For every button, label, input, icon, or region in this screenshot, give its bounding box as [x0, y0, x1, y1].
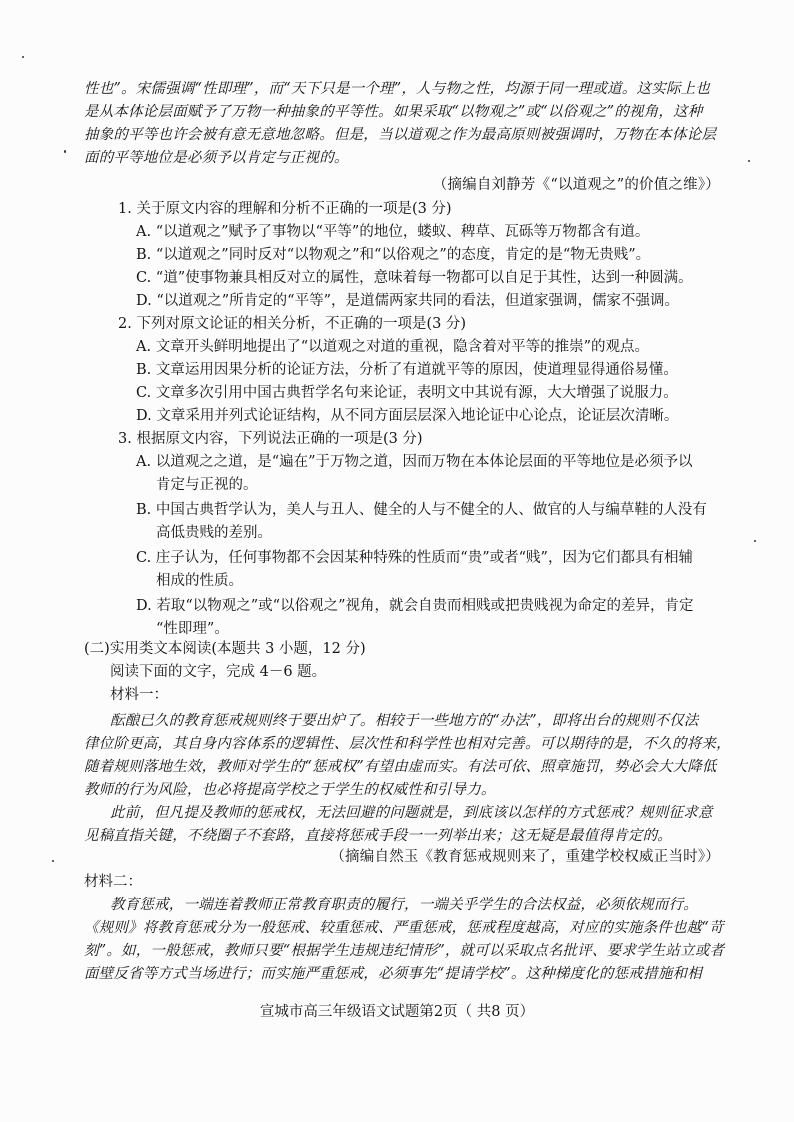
section-heading: (二)实用类文本阅读(本题共 3 小题，12 分): [84, 641, 366, 657]
material-2-label: 材料二：: [84, 874, 142, 890]
option-d-cont: “性即理”。: [156, 621, 229, 637]
option-b: B. 中国古典哲学认为，美人与丑人、健全的人与不健全的人、做官的人与编草鞋的人没有: [136, 502, 707, 518]
option-c: C. 庄子认为，任何事物都不会因某种特殊的性质而“贵”或者“贱”，因为它们都具有相辅: [136, 550, 693, 566]
question-2: [84, 313, 720, 428]
section-instruction: 阅读下面的文字，完成 4－6 题。: [110, 664, 327, 680]
material-line: 此前，但凡提及教师的惩戒权，无法回避的问题就是，到底该以怎样的方式惩戒？规则征求意: [110, 805, 713, 821]
question-stem: 2. 下列对原文论证的相关分析，不正确的一项是(3 分): [118, 316, 467, 332]
material-line: 律位阶更高，其自身内容体系的逻辑性、层次性和科学性也相对完善。可以期待的是，不久的将来，: [84, 736, 731, 752]
option-d: D. “以道观之”所肯定的“平等”，是道儒两家共同的看法，但道家强调，儒家不强调。: [136, 293, 679, 309]
source-citation-2: （摘编自然玉《教育惩戒规则来了，重建学校权威正当时》）: [330, 849, 720, 865]
material-line: 面壁反省等方式当场进行；而实施严重惩戒，必须事先“提请学校”。这种梯度化的惩戒措施和相: [84, 966, 702, 982]
option-a: A. “以道观之”赋予了事物以“平等”的地位，蝼蚁、稗草、瓦砾等万物都含有道。: [136, 224, 650, 240]
source-citation-1: （摘编自刘静芳《“以道观之”的价值之维》）: [432, 177, 720, 193]
passage-line: 是从本体论层面赋予了万物一种抽象的平等性。如果采取“以物观之”或“以俗观之”的视角，这种: [84, 104, 703, 120]
question-stem: 1. 关于原文内容的理解和分析不正确的一项是(3 分): [118, 201, 452, 217]
material-line: 见稿直指关键，不绕圈子不套路，直接将惩戒手段一一列举出来；这无疑是最值得肯定的。: [84, 828, 672, 844]
question-3: [84, 428, 720, 641]
passage-line: 性也”。宋儒强调“性即理”，而“天下只是一个理”，人与物之性，均源于同一理或道。这实际上也: [84, 81, 711, 97]
option-b-cont: 高低贵贱的差别。: [156, 525, 272, 541]
option-a: A. 以道观之之道，是“遍在”于万物之道，因而万物在本体论层面的平等地位是必须予以: [136, 454, 693, 470]
scan-speck: [52, 860, 54, 862]
question-1: [84, 198, 720, 313]
passage-line: 面的平等地位是必须予以肯定与正视的。: [84, 150, 349, 166]
material-line: 刻”。如，一般惩戒，教师只要“根据学生违规违纪情形”，就可以采取点名批评、要求学生站立或者: [84, 943, 725, 959]
page-footer: 宣城市高三年级语文试题第2页（ 共8 页）: [259, 1004, 535, 1020]
option-d: D. 文章采用并列式论证结构，从不同方面层层深入地论证中心论点，论证层次清晰。: [136, 408, 679, 424]
material-line: 教育惩戒，一端连着教师正常教育职责的履行，一端关乎学生的合法权益，必须依规而行。: [110, 897, 698, 913]
section-2: [84, 638, 720, 707]
material-2: [84, 871, 725, 986]
option-a: A. 文章开头鲜明地提出了“以道观之对道的重视，隐含着对平等的推崇”的观点。: [136, 339, 650, 355]
material-line: 酝酿已久的教育惩戒规则终于要出炉了。相较于一些地方的“办法”，即将出台的规则不仅法: [110, 713, 699, 729]
material-line: 教师的行为风险，也必将提高学校之于学生的权威性和引导力。: [84, 782, 496, 798]
scan-speck: [748, 160, 750, 162]
scan-speck: [22, 56, 24, 58]
option-d: D. 若取“以物观之”或“以俗观之”视角，就会自贵而相贱或把贵贱视为命定的差异，肯定: [136, 598, 694, 614]
scan-speck: [754, 540, 756, 542]
option-b: B. 文章运用因果分析的论证方法，分析了有道就平等的原因，使道理显得通俗易懂。: [136, 362, 678, 378]
material-line: 随着规则落地生效，教师对学生的“惩戒权”有望由虚而实。有法可依、照章施罚，势必会大大降低: [84, 759, 717, 775]
passage-top: [84, 78, 720, 170]
material-1: [84, 710, 731, 848]
material-line: 《规则》将教育惩戒分为一般惩戒、较重惩戒、严重惩戒，惩戒程度越高，对应的实施条件也越“苛: [84, 920, 724, 936]
option-c: C. “道”使事物兼具相反对立的属性，意味着每一物都可以自足于其性，达到一种圆满。: [136, 270, 693, 286]
passage-line: 抽象的平等也许会被有意无意地忽略。但是，当以道观之作为最高原则被强调时，万物在本体论层: [84, 127, 717, 143]
question-stem: 3. 根据原文内容，下列说法正确的一项是(3 分): [118, 431, 423, 447]
material-1-label: 材料一：: [110, 687, 168, 703]
option-c-cont: 相成的性质。: [156, 573, 243, 589]
option-c: C. 文章多次引用中国古典哲学名句来论证，表明文中其说有源，大大增强了说服力。: [136, 385, 678, 401]
option-b: B. “以道观之”同时反对“以物观之”和“以俗观之”的态度，肯定的是“物无贵贱”。: [136, 247, 651, 263]
option-a-cont: 肯定与正视的。: [156, 477, 258, 493]
scan-speck: [64, 150, 66, 153]
